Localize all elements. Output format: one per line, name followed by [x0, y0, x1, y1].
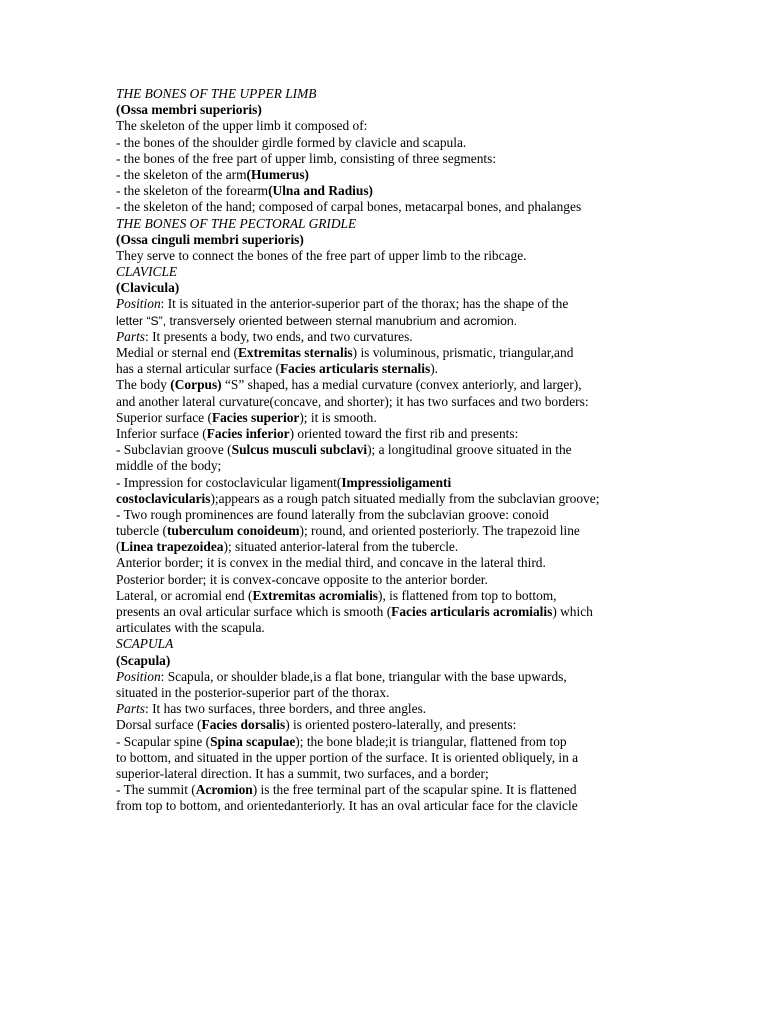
- text-line: [116, 151, 756, 167]
- text-segment: : It presents a body, two ends, and two curvatures.: [145, 328, 413, 344]
- text-line: [116, 685, 756, 701]
- text-line: [116, 102, 756, 118]
- text-segment: ) which: [552, 604, 593, 619]
- bold-term: Acromion: [195, 782, 253, 798]
- text-segment: );appears as a rough patch situated medially from the subclavian groove;: [210, 490, 600, 506]
- text-segment: Lateral, or acromial end (: [116, 587, 253, 603]
- text-segment: They serve to connect the bones of the free part of upper limb to the ribcage.: [116, 247, 527, 263]
- text-line: [116, 458, 756, 474]
- text-segment: ) oriented toward the first rib and presents:: [289, 425, 519, 441]
- text-segment: ).: [430, 361, 439, 377]
- bold-term: (Humerus): [246, 166, 309, 182]
- text-segment: to bottom, and situated in the upper portion of the surface. It is oriented obliquely, in a: [116, 749, 579, 765]
- text-line: [116, 199, 756, 215]
- text-line: [116, 734, 756, 750]
- text-segment: has a sternal articular surface (: [116, 361, 280, 377]
- text-segment: from top to bottom, and orientedanteriorly. It has an oval articular face for the clavicle: [116, 798, 578, 814]
- italic-text: Parts: [116, 328, 146, 344]
- text-line: [116, 394, 756, 410]
- text-line: [116, 636, 756, 652]
- bold-term: Facies dorsalis: [201, 717, 286, 733]
- document-page: [116, 86, 756, 814]
- text-segment: ); round, and oriented posteriorly. The trapezoid line: [299, 523, 580, 539]
- bold-term: (Ulna and Radius): [268, 183, 374, 199]
- bold-term: costoclavicularis: [116, 490, 211, 506]
- text-segment: ) is oriented postero-laterally, and presents:: [285, 717, 517, 733]
- text-segment: Superior surface (: [116, 409, 212, 425]
- bold-term: (Ossa membri superioris): [116, 102, 262, 118]
- text-line: [116, 798, 756, 814]
- text-segment: - Scapular spine (: [116, 733, 211, 749]
- bold-term: Facies inferior: [206, 425, 290, 441]
- text-line: [116, 86, 756, 102]
- text-segment: - Subclavian groove (: [116, 442, 232, 458]
- text-line: [116, 523, 756, 539]
- text-line: [116, 361, 756, 377]
- bold-term: Sulcus musculi subclavi: [231, 442, 368, 458]
- text-line: [116, 701, 756, 717]
- bold-term: Spina scapulae: [210, 733, 296, 749]
- text-segment: “S” shaped, has a medial curvature (convex anteriorly, and larger),: [221, 377, 582, 393]
- text-segment: middle of the body;: [116, 458, 222, 474]
- text-line: [116, 507, 756, 523]
- text-line: [116, 604, 756, 620]
- text-line: [116, 232, 756, 248]
- bold-term: Impressioligamenti: [341, 474, 452, 490]
- text-line: [116, 717, 756, 733]
- text-segment: Posterior border; it is convex-concave opposite to the anterior border.: [116, 571, 488, 587]
- text-segment: Anterior border; it is convex in the medial third, and concave in the lateral third.: [116, 555, 546, 571]
- text-line: [116, 426, 756, 442]
- text-line: [116, 669, 756, 685]
- text-segment: - The summit (: [116, 782, 196, 798]
- text-segment: - the skeleton of the forearm: [116, 183, 269, 199]
- text-segment: The body: [116, 377, 171, 393]
- italic-text: CLAVICLE: [116, 264, 178, 280]
- text-line: [116, 572, 756, 588]
- text-line: [116, 135, 756, 151]
- text-segment: situated in the posterior-superior part of the thorax.: [116, 684, 390, 700]
- text-segment: ); situated anterior-lateral from the tubercle.: [223, 539, 459, 555]
- text-segment: - the skeleton of the arm: [116, 166, 247, 182]
- italic-text: Position: [116, 296, 161, 312]
- text-segment: tubercle (: [116, 523, 167, 539]
- bold-term: tuberculum conoideum: [166, 523, 300, 539]
- text-line: [116, 118, 756, 134]
- text-line: [116, 280, 756, 296]
- text-segment: Dorsal surface (: [116, 717, 202, 733]
- bold-term: Extremitas acromialis: [252, 587, 379, 603]
- bold-term: Facies articularis acromialis: [391, 604, 553, 619]
- text-line: [116, 588, 756, 604]
- text-line: [116, 345, 756, 361]
- italic-text: SCAPULA: [116, 636, 174, 652]
- bold-term: Linea trapezoidea: [120, 539, 224, 555]
- text-line: [116, 555, 756, 571]
- italic-text: THE BONES OF THE UPPER LIMB: [116, 86, 317, 101]
- text-segment: : It has two surfaces, three borders, and three angles.: [145, 701, 427, 717]
- text-segment: articulates with the scapula.: [116, 620, 265, 636]
- text-segment: - the bones of the free part of upper limb, consisting of three segments:: [116, 150, 497, 166]
- text-segment: : It is situated in the anterior-superior part of the thorax; has the shape of the: [160, 296, 569, 312]
- text-segment: superior-lateral direction. It has a summit, two surfaces, and a border;: [116, 765, 489, 781]
- text-line: [116, 183, 756, 199]
- bold-term: (Ossa cinguli membri superioris): [116, 231, 304, 247]
- bold-term: (Corpus): [170, 377, 222, 393]
- text-segment: Inferior surface (: [116, 425, 207, 441]
- bold-term: (Clavicula): [116, 280, 180, 296]
- text-line: [116, 766, 756, 782]
- text-segment: ) is the free terminal part of the scapular spine. It is flattened: [252, 782, 577, 798]
- text-segment: - the bones of the shoulder girdle formed by clavicle and scapula.: [116, 134, 467, 150]
- italic-text: Parts: [116, 701, 146, 717]
- text-line: [116, 539, 756, 555]
- bold-term: Facies superior: [211, 409, 300, 425]
- text-line: [116, 782, 756, 798]
- text-line: [116, 296, 756, 312]
- text-line: [116, 248, 756, 264]
- text-line: [116, 410, 756, 426]
- text-line: [116, 620, 756, 636]
- text-line: [116, 442, 756, 458]
- text-segment: presents an oval articular surface which is smooth (: [116, 604, 392, 619]
- bold-term: Extremitas sternalis: [237, 345, 353, 360]
- italic-text: Position: [116, 668, 161, 684]
- bold-term: (Scapula): [116, 652, 171, 668]
- text-line: [116, 491, 756, 507]
- text-segment: ); a longitudinal groove situated in the: [367, 442, 572, 458]
- text-segment: : Scapula, or shoulder blade,is a flat bone, triangular with the base upwards,: [160, 668, 567, 684]
- text-line: [116, 377, 756, 393]
- text-line: [116, 750, 756, 766]
- text-line: [116, 264, 756, 280]
- text-segment: (: [116, 539, 121, 555]
- text-line: [116, 329, 756, 345]
- text-line: [116, 313, 756, 329]
- text-segment: and another lateral curvature(concave, and shorter); it has two surfaces and two borders:: [116, 393, 589, 409]
- text-line: [116, 475, 756, 491]
- text-segment: ) is voluminous, prismatic, triangular,and: [352, 345, 574, 360]
- text-segment: Medial or sternal end (: [116, 345, 238, 360]
- text-line: [116, 653, 756, 669]
- text-segment: ); the bone blade;it is triangular, flattened from top: [295, 733, 567, 749]
- bold-term: Facies articularis sternalis: [279, 361, 431, 377]
- text-segment: ), is flattened from top to bottom,: [378, 587, 557, 603]
- text-segment: - Two rough prominences are found laterally from the subclavian groove: conoid: [116, 506, 549, 522]
- text-segment: - the skeleton of the hand; composed of carpal bones, metacarpal bones, and phalanges: [116, 199, 582, 215]
- text-line: [116, 167, 756, 183]
- italic-text: THE BONES OF THE PECTORAL GRIDLE: [116, 215, 357, 231]
- text-segment: letter “S”, transversely oriented between sternal manubrium and acromion.: [116, 313, 518, 328]
- text-line: [116, 216, 756, 232]
- text-segment: - Impression for costoclavicular ligament(: [116, 474, 342, 490]
- text-segment: ); it is smooth.: [299, 409, 377, 425]
- text-segment: The skeleton of the upper limb it composed of:: [116, 118, 368, 134]
